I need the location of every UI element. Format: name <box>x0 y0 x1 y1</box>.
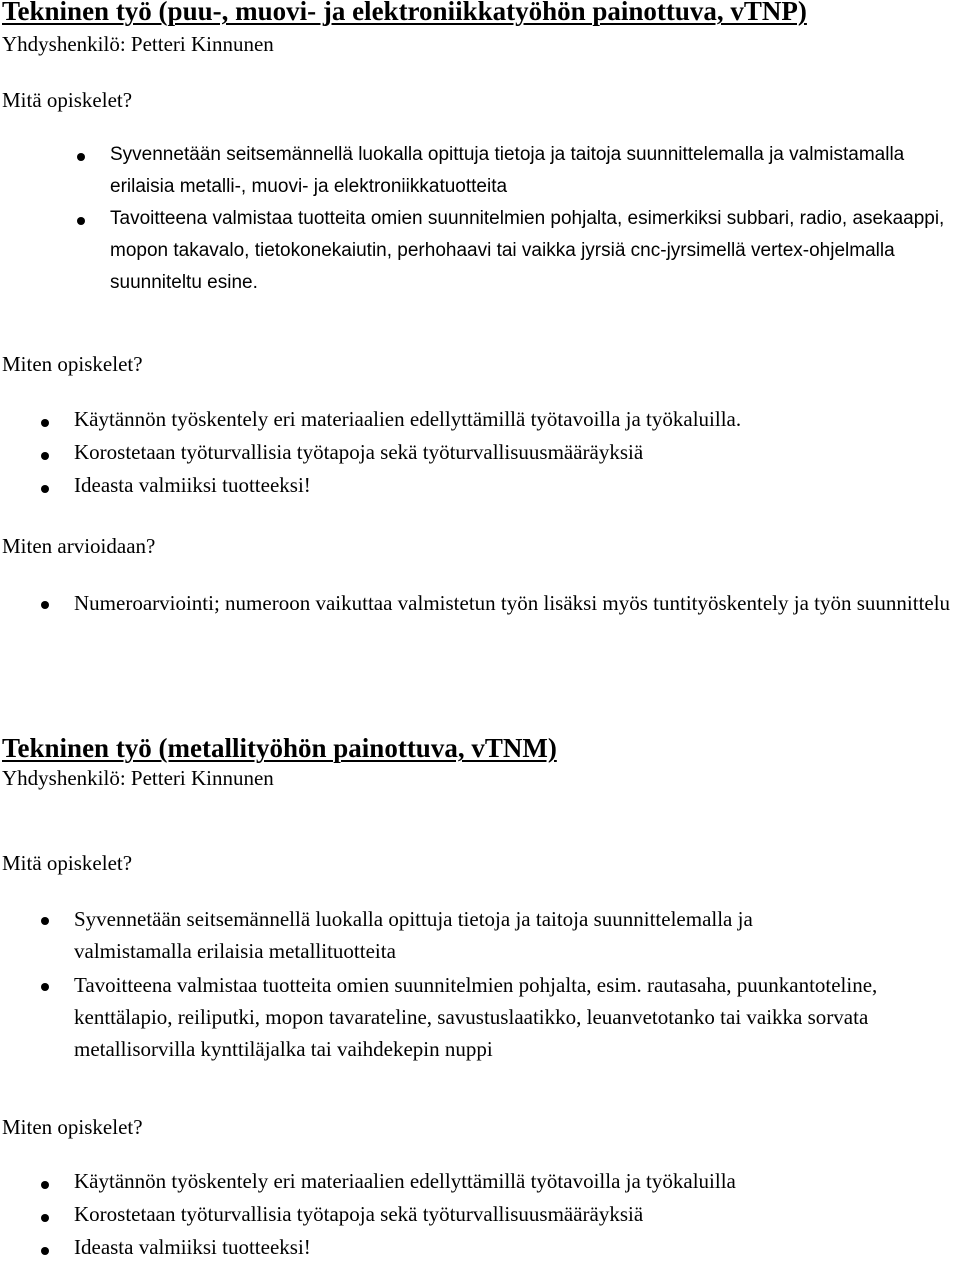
section1-contact: Yhdyshenkilö: Petteri Kinnunen <box>2 32 274 56</box>
bullet-icon <box>41 601 49 609</box>
bullet-icon <box>41 983 49 991</box>
list-item-text: Korostetaan työturvallisia työtapoja sekä työturvallisuusmääräyksiä <box>74 1202 644 1226</box>
section2-title: Tekninen työ (metallityöhön painottuva, vTNM) <box>2 733 557 763</box>
bullet-icon <box>41 917 49 925</box>
list-item-text: Tavoitteena valmistaa tuotteita omien suunnitelmien pohjalta, esim. rautasaha, puunkantoteline, kenttälapio, reiliputki, mopon tavarateline, savustuslaatikko, leuanvetotanko tai vaikka sorvata metallisorvilla kynttiläjalka tai vaihdekepin nuppi <box>74 973 878 1061</box>
section1-what-heading: Mitä opiskelet? <box>2 88 133 112</box>
section1-title: Tekninen työ (puu-, muovi- ja elektroniikkatyöhön painottuva, vTNP) <box>2 0 807 26</box>
bullet-icon <box>41 1181 49 1189</box>
list-item-text: Käytännön työskentely eri materiaalien edellyttämillä työtavoilla ja työkaluilla <box>74 1169 736 1193</box>
bullet-icon <box>41 452 49 460</box>
bullet-icon <box>41 1214 49 1222</box>
bullet-icon <box>77 153 85 161</box>
list-item-text: Syvennetään seitsemännellä luokalla opittuja tietoja ja taitoja suunnittelemalla ja valmistamalla erilaisia metalli-, muovi- ja elektroniikkatuotteita <box>110 144 905 197</box>
list-item-text: Syvennetään seitsemännellä luokalla opittuja tietoja ja taitoja suunnittelemalla ja valmistamalla erilaisia metallituotteita <box>74 907 753 963</box>
bullet-icon <box>77 217 85 225</box>
list-item-text: Numeroarviointi; numeroon vaikuttaa valmistetun työn lisäksi myös tuntityöskentely ja työn suunnittelu <box>74 591 951 615</box>
list-item-text: Ideasta valmiiksi tuotteeksi! <box>74 473 311 497</box>
bullet-icon <box>41 1247 49 1255</box>
list-item-text: Käytännön työskentely eri materiaalien edellyttämillä työtavoilla ja työkaluilla. <box>74 407 742 431</box>
bullet-icon <box>41 485 49 493</box>
section2-contact: Yhdyshenkilö: Petteri Kinnunen <box>2 766 274 790</box>
list-item-text: Ideasta valmiiksi tuotteeksi! <box>74 1235 311 1259</box>
section1-assess-heading: Miten arvioidaan? <box>2 534 156 558</box>
list-item-text: Tavoitteena valmistaa tuotteita omien suunnitelmien pohjalta, esimerkiksi subbari, radio, asekaappi, mopon takavalo, tietokonekaiutin, perhohaavi tai vaikka jyrsiä cnc-jyrsimellä vertex-ohjelmalla suunniteltu esine. <box>110 208 945 293</box>
section2-what-heading: Mitä opiskelet? <box>2 851 133 875</box>
section1-how-heading: Miten opiskelet? <box>2 352 143 376</box>
bullet-icon <box>41 419 49 427</box>
list-item-text: Korostetaan työturvallisia työtapoja sekä työturvallisuusmääräyksiä <box>74 440 644 464</box>
section2-how-heading: Miten opiskelet? <box>2 1115 143 1139</box>
